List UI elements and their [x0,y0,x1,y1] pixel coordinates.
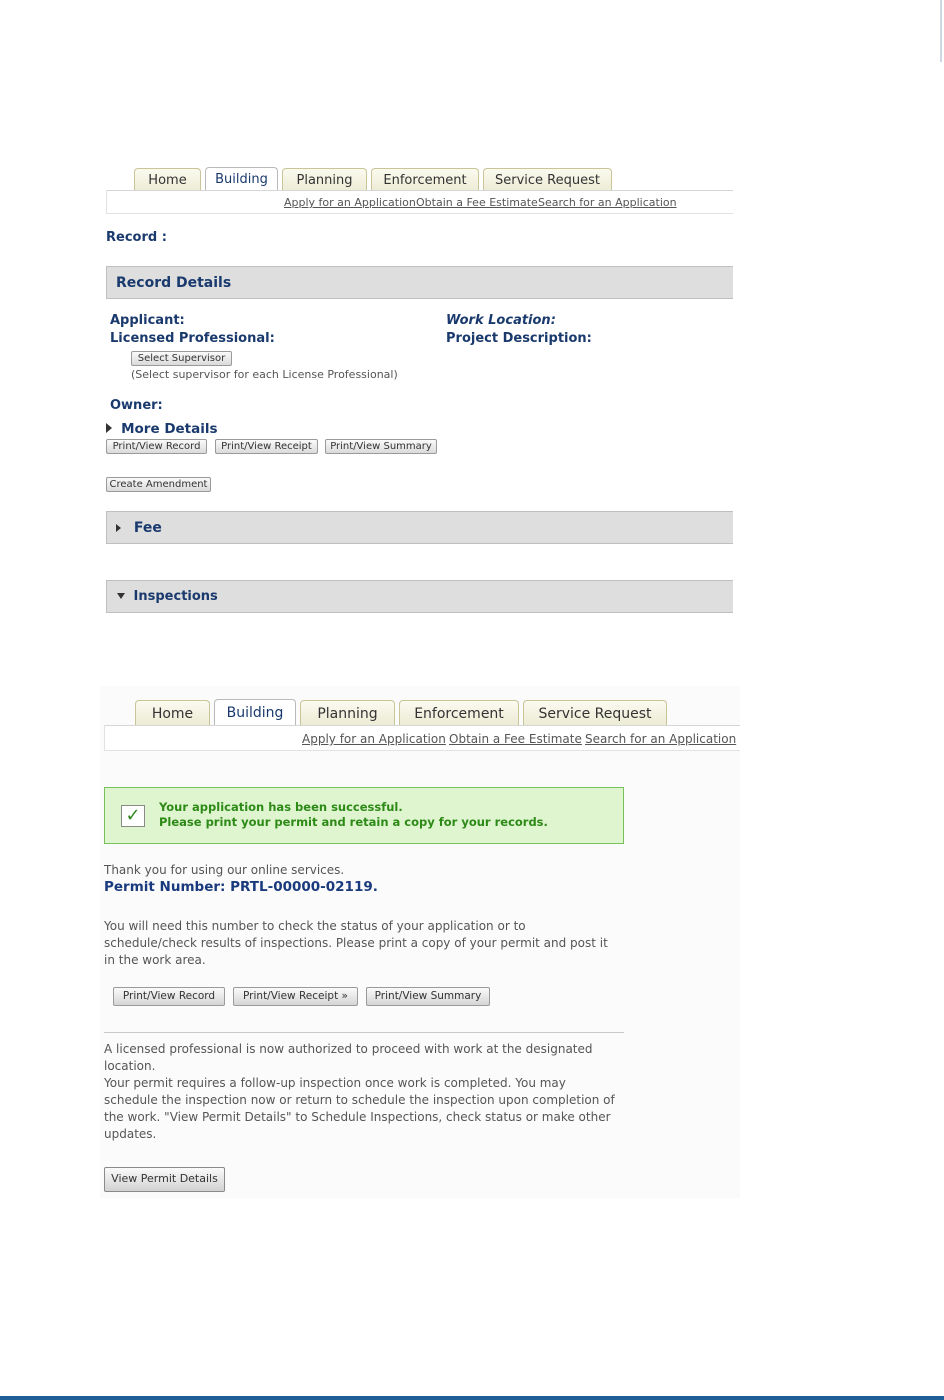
page-edge-rule [940,0,942,62]
followup-text [104,1041,615,1143]
main-tabs [134,167,616,192]
record-details-header [106,266,733,299]
print-view-record-button[interactable]: Print/View Record [106,439,207,454]
followup-line: schedule the inspection now or return to schedule the inspection upon completion of [104,1093,615,1107]
fee-estimate-link[interactable]: Obtain a Fee Estimate [449,732,582,746]
thank-you-text: Thank you for using our online services. [104,863,345,877]
tab-service-request[interactable]: Service Request [523,700,667,726]
owner-label: Owner: [110,398,163,413]
tab-home[interactable]: Home [134,168,201,192]
apply-application-link[interactable]: Apply for an Application [302,732,446,746]
followup-line: A licensed professional is now authorized to proceed with work at the designated [104,1042,593,1056]
followup-line: updates. [104,1127,157,1141]
sub-navigation [106,190,733,214]
page-footer-rule [0,1396,944,1400]
tab-building[interactable]: Building [205,167,278,192]
work-location-label: Work Location: [446,313,556,328]
search-application-link[interactable]: Search for an Application [538,196,677,209]
inspections-section-title: Inspections [133,589,218,604]
print-view-summary-button[interactable]: Print/View Summary [366,987,490,1006]
print-view-receipt-button[interactable]: Print/View Receipt [215,439,318,454]
fee-estimate-link[interactable]: Obtain a Fee Estimate [416,196,538,209]
view-permit-details-button[interactable]: View Permit Details [104,1167,225,1192]
success-line-2: Please print your permit and retain a copy for your records. [159,815,548,829]
select-supervisor-hint: (Select supervisor for each License Professional) [131,368,398,381]
instructions-line: schedule/check results of inspections. Please print a copy of your permit and post it [104,936,608,950]
tab-planning[interactable]: Planning [282,168,367,192]
followup-line: Your permit requires a follow-up inspection once work is completed. You may [104,1076,566,1090]
success-message-box [104,787,624,844]
tab-enforcement[interactable]: Enforcement [399,700,519,726]
followup-line: the work. "View Permit Details" to Schedule Inspections, check status or make other [104,1110,611,1124]
instructions-line: in the work area. [104,953,206,967]
tab-enforcement[interactable]: Enforcement [371,168,479,192]
more-details-toggle[interactable] [106,418,218,437]
fee-section-header[interactable] [106,511,733,544]
record-label: Record : [106,230,167,245]
success-line-1: Your application has been successful. [159,800,403,814]
print-view-summary-button[interactable]: Print/View Summary [325,439,437,454]
checkmark-icon: ✓ [121,805,145,827]
sub-navigation-2 [104,725,740,751]
instructions-text [104,918,608,969]
followup-line: location. [104,1059,156,1073]
instructions-line: You will need this number to check the status of your application or to [104,919,526,933]
inspections-collapse-icon [117,593,125,599]
create-amendment-button[interactable]: Create Amendment [106,477,211,492]
fee-expand-icon [116,524,121,532]
tab-building[interactable]: Building [214,699,296,726]
search-application-link[interactable]: Search for an Application [585,732,737,746]
more-details-label: More Details [121,421,218,437]
fee-section-title: Fee [133,520,162,536]
select-supervisor-button[interactable]: Select Supervisor [131,351,232,366]
tab-home[interactable]: Home [135,700,210,726]
apply-application-link[interactable]: Apply for an Application [284,196,416,209]
licensed-professional-label: Licensed Professional: [110,331,275,346]
print-view-receipt-button[interactable]: Print/View Receipt » [233,987,358,1006]
tab-planning[interactable]: Planning [300,700,395,726]
expand-arrow-icon [106,423,112,433]
project-description-label: Project Description: [446,331,592,346]
main-tabs-2 [135,699,671,726]
print-view-record-button[interactable]: Print/View Record [113,987,225,1006]
divider [104,1032,624,1033]
success-message [159,800,548,830]
tab-service-request[interactable]: Service Request [483,168,612,192]
permit-number: Permit Number: PRTL-00000-02119. [104,879,378,895]
record-details-title: Record Details [116,275,232,291]
applicant-label: Applicant: [110,313,185,328]
inspections-section-header[interactable] [106,580,733,613]
